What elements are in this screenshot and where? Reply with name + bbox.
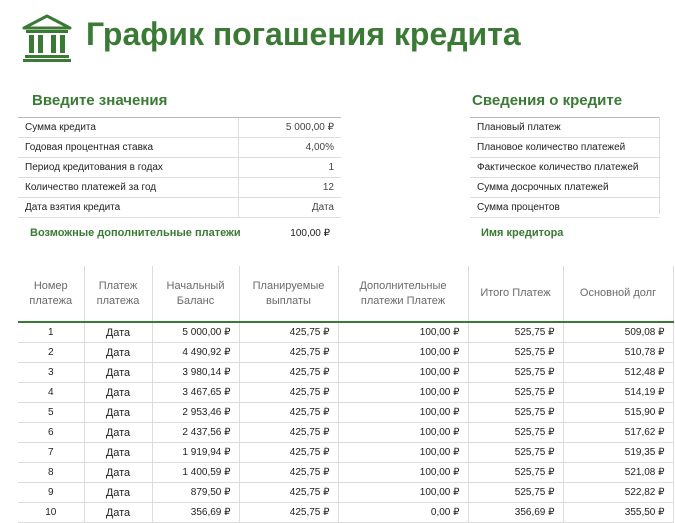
inputs-label: Дата взятия кредита	[18, 198, 239, 218]
cell-extra-payment: 100,00 ₽	[338, 463, 468, 483]
cell-principal: 517,62 ₽	[563, 423, 673, 443]
inputs-heading: Введите значения	[32, 92, 168, 109]
table-row	[18, 463, 673, 483]
col-header-start-balance: Начальный Баланс	[152, 266, 239, 322]
cell-payment-number: 10	[18, 503, 84, 523]
cell-total-payment: 356,69 ₽	[468, 503, 563, 523]
inputs-label: Период кредитования в годах	[18, 158, 239, 178]
cell-scheduled-payment: 425,75 ₽	[239, 363, 338, 383]
cell-scheduled-payment: 425,75 ₽	[239, 503, 338, 523]
cell-payment-number: 8	[18, 463, 84, 483]
cell-total-payment: 525,75 ₽	[468, 423, 563, 443]
cell-principal: 521,08 ₽	[563, 463, 673, 483]
inputs-value[interactable]: 5 000,00 ₽	[239, 118, 342, 138]
cell-payment-date: Дата	[84, 423, 152, 443]
cell-principal: 519,35 ₽	[563, 443, 673, 463]
cell-extra-payment: 100,00 ₽	[338, 443, 468, 463]
inputs-value[interactable]: 12	[239, 178, 342, 198]
col-header-principal: Основной долг	[563, 266, 673, 322]
col-header-payment-date: Платеж платежа	[84, 266, 152, 322]
inputs-label: Годовая процентная ставка	[18, 138, 239, 158]
cell-principal: 509,08 ₽	[563, 322, 673, 343]
col-header-total-payment: Итого Платеж	[468, 266, 563, 322]
cell-scheduled-payment: 425,75 ₽	[239, 463, 338, 483]
cell-start-balance: 3 980,14 ₽	[152, 363, 239, 383]
table-row	[18, 383, 673, 403]
col-header-extra-payment: Дополнительные платежи Платеж	[338, 266, 468, 322]
cell-scheduled-payment: 425,75 ₽	[239, 343, 338, 363]
summary-table	[470, 117, 659, 218]
cell-principal: 514,19 ₽	[563, 383, 673, 403]
extra-payments-value[interactable]: 100,00 ₽	[290, 228, 330, 239]
cell-payment-date: Дата	[84, 443, 152, 463]
bank-icon	[22, 14, 72, 62]
cell-scheduled-payment: 425,75 ₽	[239, 403, 338, 423]
inputs-label: Количество платежей за год	[18, 178, 239, 198]
summary-label: Сумма процентов	[470, 198, 659, 218]
summary-heading: Сведения о кредите	[472, 92, 623, 109]
cell-total-payment: 525,75 ₽	[468, 483, 563, 503]
cell-extra-payment: 0,00 ₽	[338, 503, 468, 523]
cell-start-balance: 4 490,92 ₽	[152, 343, 239, 363]
cell-start-balance: 1 919,94 ₽	[152, 443, 239, 463]
cell-start-balance: 5 000,00 ₽	[152, 322, 239, 343]
cell-total-payment: 525,75 ₽	[468, 383, 563, 403]
inputs-row	[18, 138, 341, 158]
cell-principal: 512,48 ₽	[563, 363, 673, 383]
schedule-table	[18, 266, 674, 523]
cell-total-payment: 525,75 ₽	[468, 363, 563, 383]
lender-label: Имя кредитора	[481, 227, 564, 239]
extra-payments-label: Возможные дополнительные платежи	[30, 227, 241, 239]
cell-payment-date: Дата	[84, 503, 152, 523]
cell-payment-number: 7	[18, 443, 84, 463]
table-row	[18, 423, 673, 443]
summary-label: Плановое количество платежей	[470, 138, 659, 158]
cell-scheduled-payment: 425,75 ₽	[239, 383, 338, 403]
cell-extra-payment: 100,00 ₽	[338, 403, 468, 423]
cell-payment-number: 6	[18, 423, 84, 443]
cell-scheduled-payment: 425,75 ₽	[239, 423, 338, 443]
cell-payment-date: Дата	[84, 483, 152, 503]
cell-start-balance: 879,50 ₽	[152, 483, 239, 503]
cell-payment-number: 1	[18, 322, 84, 343]
cell-payment-date: Дата	[84, 363, 152, 383]
cell-scheduled-payment: 425,75 ₽	[239, 322, 338, 343]
inputs-row	[18, 158, 341, 178]
inputs-value[interactable]: 1	[239, 158, 342, 178]
cell-scheduled-payment: 425,75 ₽	[239, 483, 338, 503]
cell-payment-number: 4	[18, 383, 84, 403]
cell-extra-payment: 100,00 ₽	[338, 363, 468, 383]
cell-start-balance: 3 467,65 ₽	[152, 383, 239, 403]
summary-row	[470, 198, 659, 218]
cell-payment-date: Дата	[84, 322, 152, 343]
cell-payment-number: 5	[18, 403, 84, 423]
inputs-row	[18, 118, 341, 138]
cell-scheduled-payment: 425,75 ₽	[239, 443, 338, 463]
inputs-value[interactable]: 4,00%	[239, 138, 342, 158]
summary-row	[470, 118, 659, 138]
cell-extra-payment: 100,00 ₽	[338, 423, 468, 443]
table-row	[18, 483, 673, 503]
summary-row	[470, 138, 659, 158]
cell-start-balance: 2 953,46 ₽	[152, 403, 239, 423]
cell-principal: 510,78 ₽	[563, 343, 673, 363]
page-title: График погашения кредита	[86, 16, 521, 52]
table-row	[18, 403, 673, 423]
inputs-row	[18, 198, 341, 218]
summary-row	[470, 158, 659, 178]
cell-start-balance: 356,69 ₽	[152, 503, 239, 523]
inputs-value[interactable]: Дата	[239, 198, 342, 218]
summary-row	[470, 178, 659, 198]
summary-label: Фактическое количество платежей	[470, 158, 659, 178]
cell-total-payment: 525,75 ₽	[468, 322, 563, 343]
cell-payment-date: Дата	[84, 343, 152, 363]
summary-label: Плановый платеж	[470, 118, 659, 138]
cell-payment-date: Дата	[84, 463, 152, 483]
table-row	[18, 443, 673, 463]
table-row	[18, 363, 673, 383]
summary-value-divider	[659, 117, 660, 214]
cell-extra-payment: 100,00 ₽	[338, 483, 468, 503]
cell-payment-number: 3	[18, 363, 84, 383]
cell-total-payment: 525,75 ₽	[468, 463, 563, 483]
cell-principal: 522,82 ₽	[563, 483, 673, 503]
inputs-label: Сумма кредита	[18, 118, 239, 138]
summary-label: Сумма досрочных платежей	[470, 178, 659, 198]
cell-payment-date: Дата	[84, 403, 152, 423]
inputs-table	[18, 117, 341, 218]
table-row	[18, 322, 673, 343]
cell-principal: 355,50 ₽	[563, 503, 673, 523]
cell-extra-payment: 100,00 ₽	[338, 383, 468, 403]
col-header-scheduled-payment: Планируемые выплаты	[239, 266, 338, 322]
cell-total-payment: 525,75 ₽	[468, 343, 563, 363]
cell-start-balance: 1 400,59 ₽	[152, 463, 239, 483]
cell-total-payment: 525,75 ₽	[468, 403, 563, 423]
cell-payment-number: 2	[18, 343, 84, 363]
cell-extra-payment: 100,00 ₽	[338, 343, 468, 363]
cell-extra-payment: 100,00 ₽	[338, 322, 468, 343]
cell-payment-date: Дата	[84, 383, 152, 403]
col-header-payment-number: Номер платежа	[18, 266, 84, 322]
inputs-row	[18, 178, 341, 198]
table-row	[18, 343, 673, 363]
cell-payment-number: 9	[18, 483, 84, 503]
cell-principal: 515,90 ₽	[563, 403, 673, 423]
cell-start-balance: 2 437,56 ₽	[152, 423, 239, 443]
cell-total-payment: 525,75 ₽	[468, 443, 563, 463]
